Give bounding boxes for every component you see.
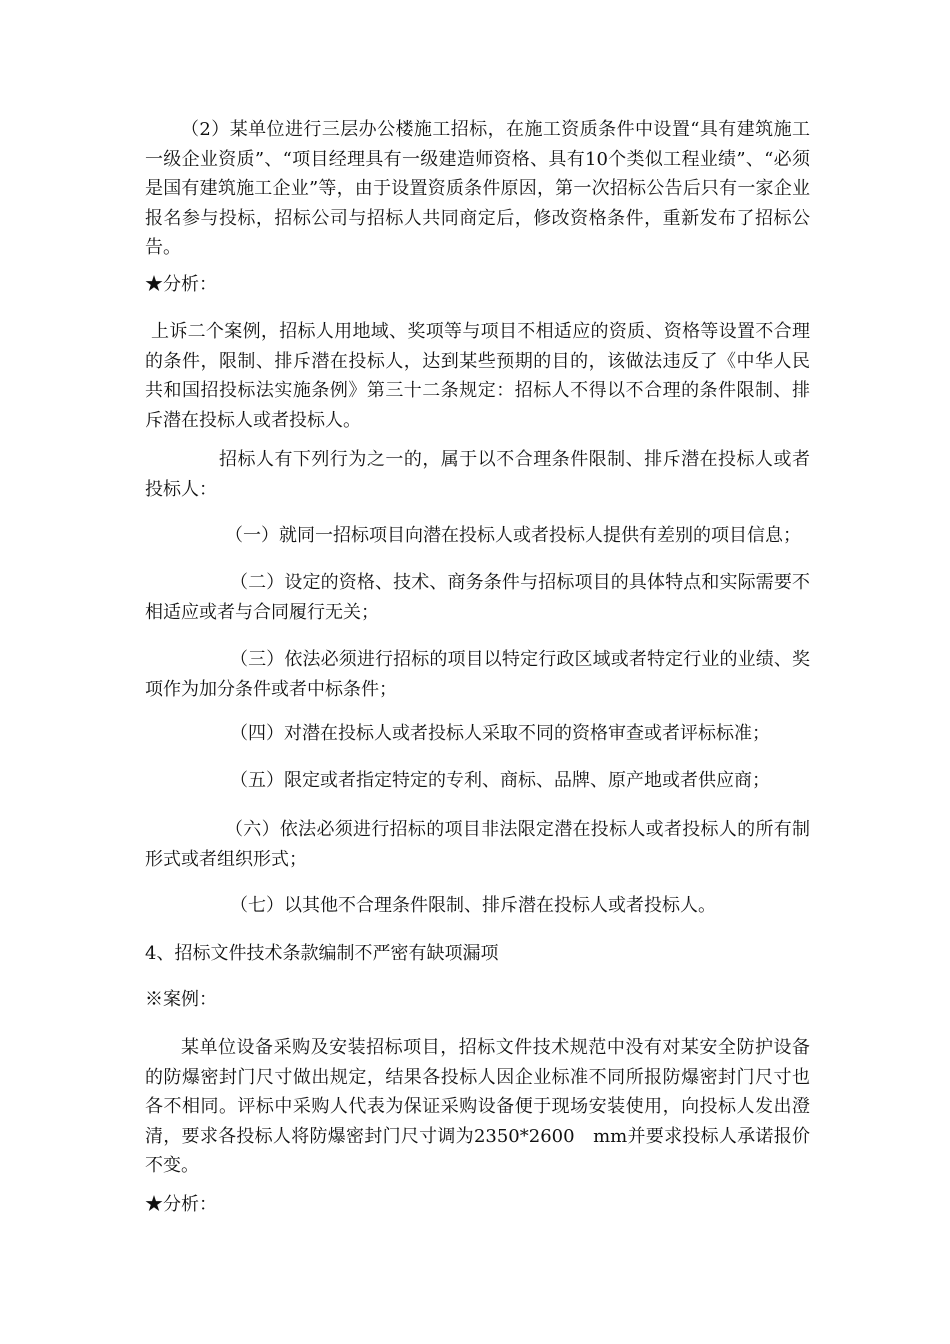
section-heading-4: 4、招标文件技术条款编制不严密有缺项漏项 (145, 943, 499, 964)
list-item-3: （三）依法必须进行招标的项目以特定行政区域或者特定行业的业绩、奖项作为加分条件或者中标条件； (145, 649, 810, 700)
list-item-5: （五）限定或者指定特定的专利、商标、品牌、原产地或者供应商； (230, 770, 770, 791)
list-item-6: （六）依法必须进行招标的项目非法限定潜在投标人或者投标人的所有制形式或者组织形式； (145, 819, 810, 870)
paragraph-case-equipment: 某单位设备采购及安装招标项目，招标文件技术规范中没有对某安全防护设备的防爆密封门尺寸做出规定，结果各投标人因企业标准不同所报防爆密封门尺寸也各不相同。评标中采购人代表为保证采购设备便于现场安装使用，向投标人发出澄清，要求各投标人将防爆密封门尺寸调为2350*2600 mm并要求投标人承诺报价不变。 (145, 1037, 810, 1176)
analysis-heading: ★分析： (145, 274, 217, 295)
list-item-2: （二）设定的资格、技术、商务条件与招标项目的具体特点和实际需要不相适应或者与合同履行无关； (145, 572, 810, 623)
paragraph-regulation-intro: 招标人有下列行为之一的，属于以不合理条件限制、排斥潜在投标人或者投标人： (145, 449, 810, 500)
paragraph-analysis-1: 上诉二个案例，招标人用地域、奖项等与项目不相适应的资质、资格等设置不合理的条件，限制、排斥潜在投标人，达到某些预期的目的，该做法违反了《中华人民共和国招投标法实施条例》第三十二条规定：招标人不得以不合理的条件限制、排斥潜在投标人或者投标人。 (145, 321, 810, 431)
list-item-1: （一）就同一招标项目向潜在投标人或者投标人提供有差别的项目信息； (225, 525, 801, 546)
paragraph-case-2: （2）某单位进行三层办公楼施工招标，在施工资质条件中设置“具有建筑施工一级企业资质”、“项目经理具有一级建造师资格、具有10个类似工程业绩”、“必须是国有建筑施工企业”等，由于设置资质条件原因，第一次招标公告后只有一家企业报名参与投标，招标公司与招标人共同商定后，修改资格条件，重新发布了招标公告。 (145, 119, 810, 258)
list-item-7: （七）以其他不合理条件限制、排斥潜在投标人或者投标人。 (230, 895, 716, 916)
analysis-heading-2: ★分析： (145, 1194, 217, 1215)
case-heading: ※案例： (145, 989, 217, 1010)
list-item-4: （四）对潜在投标人或者投标人采取不同的资格审查或者评标标准； (230, 723, 770, 744)
